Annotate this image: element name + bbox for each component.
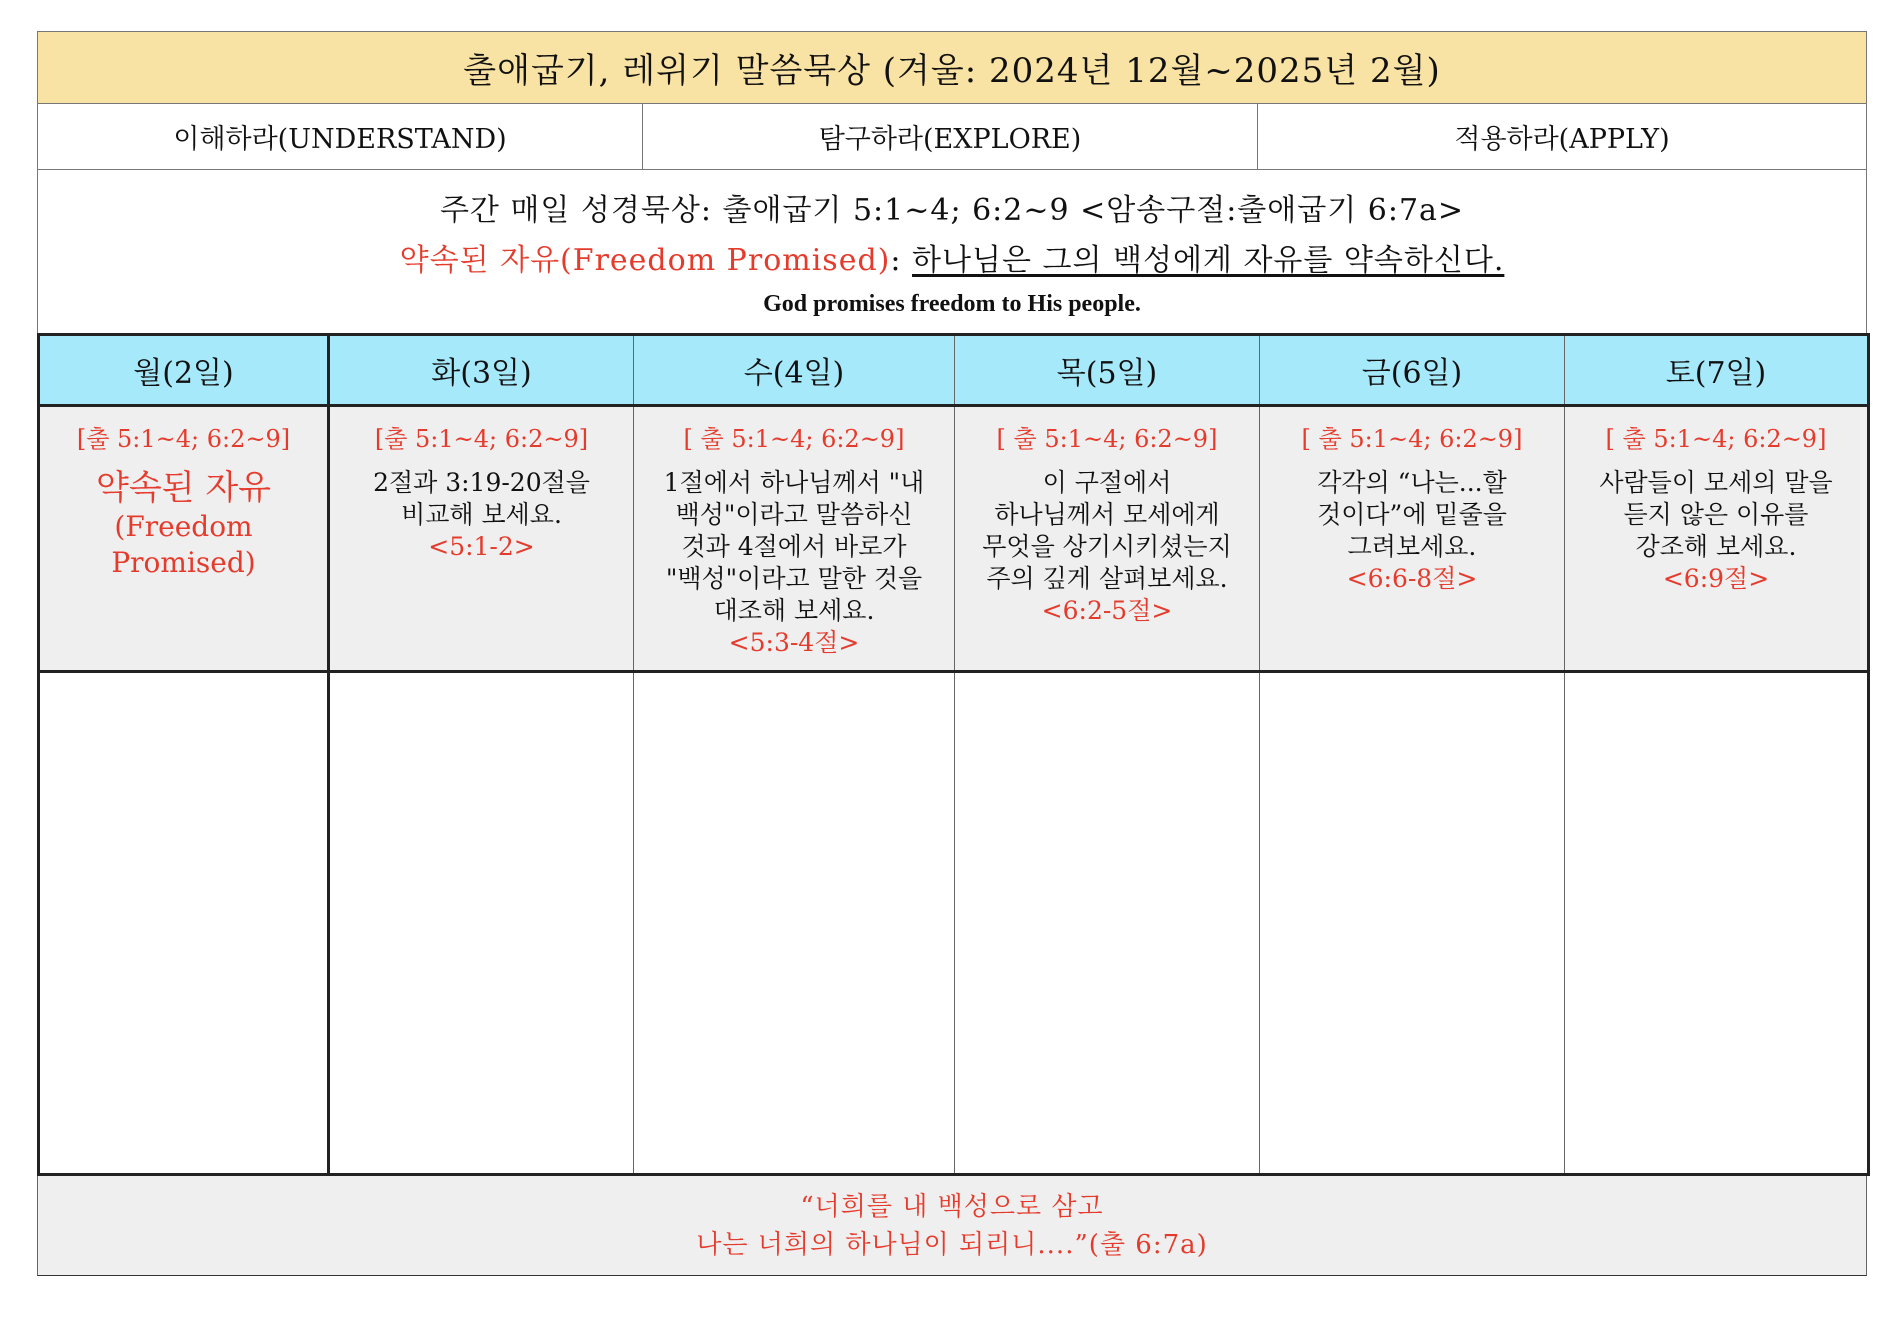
prompt-line: 사람들이 모세의 말을 <box>1599 468 1833 497</box>
prompt-line: 백성"이라고 말씀하신 <box>675 500 913 529</box>
scripture-ref: [출 5:1~4; 6:2~9] <box>374 425 589 453</box>
prompt-line: 무엇을 상기시키셨는지 <box>982 532 1232 561</box>
tab-explore-label: 탐구하라(EXPLORE) <box>818 124 1082 155</box>
verse-ref: <6:2-5절> <box>1041 596 1173 625</box>
prompt-line: 비교해 보세요. <box>401 500 562 529</box>
prompt-cell-mon <box>39 406 329 672</box>
weekly-grid <box>37 333 1870 1176</box>
theme-english: God promises freedom to His people. <box>763 291 1141 317</box>
prompt-line: 이 구절에서 <box>1042 468 1172 497</box>
tab-understand-label: 이해하라(UNDERSTAND) <box>173 124 507 155</box>
verse-ref: <5:1-2> <box>428 532 535 561</box>
day-header-fri: 금(6일) <box>1260 335 1565 406</box>
prompt-line: 각각의 “나는...할 <box>1317 468 1507 497</box>
writing-cell-thu[interactable] <box>955 672 1260 1175</box>
memory-verse-line-1: “너희를 내 백성으로 삼고 <box>800 1192 1104 1222</box>
theme-title-en-1: (Freedom <box>114 510 253 543</box>
prompt-line: 것이다”에 밑줄을 <box>1317 500 1507 529</box>
day-header-sat: 토(7일) <box>1565 335 1869 406</box>
devotional-sheet <box>37 31 1867 1276</box>
weekly-reading-line: 주간 매일 성경묵상: 출애굽기 5:1~4; 6:2~9 <암송구절:출애굽기 6:7a> <box>439 193 1465 228</box>
memory-verse-line-2: 나는 너희의 하나님이 되리니....”(출 6:7a) <box>696 1230 1208 1260</box>
verse-ref: <6:9절> <box>1662 564 1770 593</box>
writing-cell-mon[interactable] <box>39 672 329 1175</box>
writing-cell-tue[interactable] <box>329 672 634 1175</box>
section-tabs <box>37 104 1867 170</box>
day-header-row <box>39 335 1869 406</box>
theme-title-en-2: Promised) <box>111 546 256 579</box>
day-header-thu: 목(5일) <box>955 335 1260 406</box>
prompt-line: 그려보세요. <box>1347 532 1477 561</box>
theme-colon: : <box>890 243 902 278</box>
tab-apply <box>1257 104 1866 169</box>
day-header-mon: 월(2일) <box>39 335 329 406</box>
theme-statement: 하나님은 그의 백성에게 자유를 약속하신다. <box>912 243 1505 278</box>
writing-cell-sat[interactable] <box>1565 672 1869 1175</box>
writing-cell-fri[interactable] <box>1260 672 1565 1175</box>
theme-line <box>38 235 1866 279</box>
prompt-cell-sat <box>1565 406 1869 672</box>
tab-explore <box>642 104 1257 169</box>
prompt-line: "백성"이라고 말한 것을 <box>665 564 923 593</box>
scripture-ref: [ 출 5:1~4; 6:2~9] <box>1301 425 1523 453</box>
prompt-line: 대조해 보세요. <box>713 596 875 625</box>
theme-title-ko: 약속된 자유 <box>95 468 272 508</box>
verse-ref: <6:6-8절> <box>1346 564 1478 593</box>
prompt-cell-fri <box>1260 406 1565 672</box>
prompt-line: 주의 깊게 살펴보세요. <box>986 564 1228 593</box>
scripture-ref: [ 출 5:1~4; 6:2~9] <box>996 425 1218 453</box>
page-title <box>37 31 1867 104</box>
verse-ref: <5:3-4절> <box>728 628 860 657</box>
scripture-ref: [ 출 5:1~4; 6:2~9] <box>1605 425 1827 453</box>
prompt-line: 듣지 않은 이유를 <box>1623 500 1809 529</box>
day-header-wed: 수(4일) <box>634 335 955 406</box>
prompt-line: 2절과 3:19-20절을 <box>373 468 590 497</box>
prompt-cell-wed <box>634 406 955 672</box>
memory-verse-footer <box>37 1176 1867 1276</box>
tab-understand <box>38 104 642 169</box>
prompt-cell-thu <box>955 406 1260 672</box>
weekly-info <box>37 170 1867 333</box>
page-title-text: 출애굽기, 레위기 말씀묵상 (겨울: 2024년 12월~2025년 2월) <box>463 51 1441 91</box>
prompt-cell-tue <box>329 406 634 672</box>
prompt-line: 강조해 보세요. <box>1635 532 1797 561</box>
prompt-row <box>39 406 1869 672</box>
prompt-line: 1절에서 하나님께서 "내 <box>663 468 925 497</box>
writing-row <box>39 672 1869 1175</box>
prompt-line: 하나님께서 모세에게 <box>994 500 1220 529</box>
theme-label: 약속된 자유(Freedom Promised) <box>399 243 891 278</box>
tab-apply-label: 적용하라(APPLY) <box>1454 124 1670 155</box>
prompt-line: 것과 4절에서 바로가 <box>681 532 907 561</box>
day-header-tue: 화(3일) <box>329 335 634 406</box>
scripture-ref: [ 출 5:1~4; 6:2~9] <box>683 425 905 453</box>
scripture-ref: [출 5:1~4; 6:2~9] <box>76 425 291 453</box>
writing-cell-wed[interactable] <box>634 672 955 1175</box>
